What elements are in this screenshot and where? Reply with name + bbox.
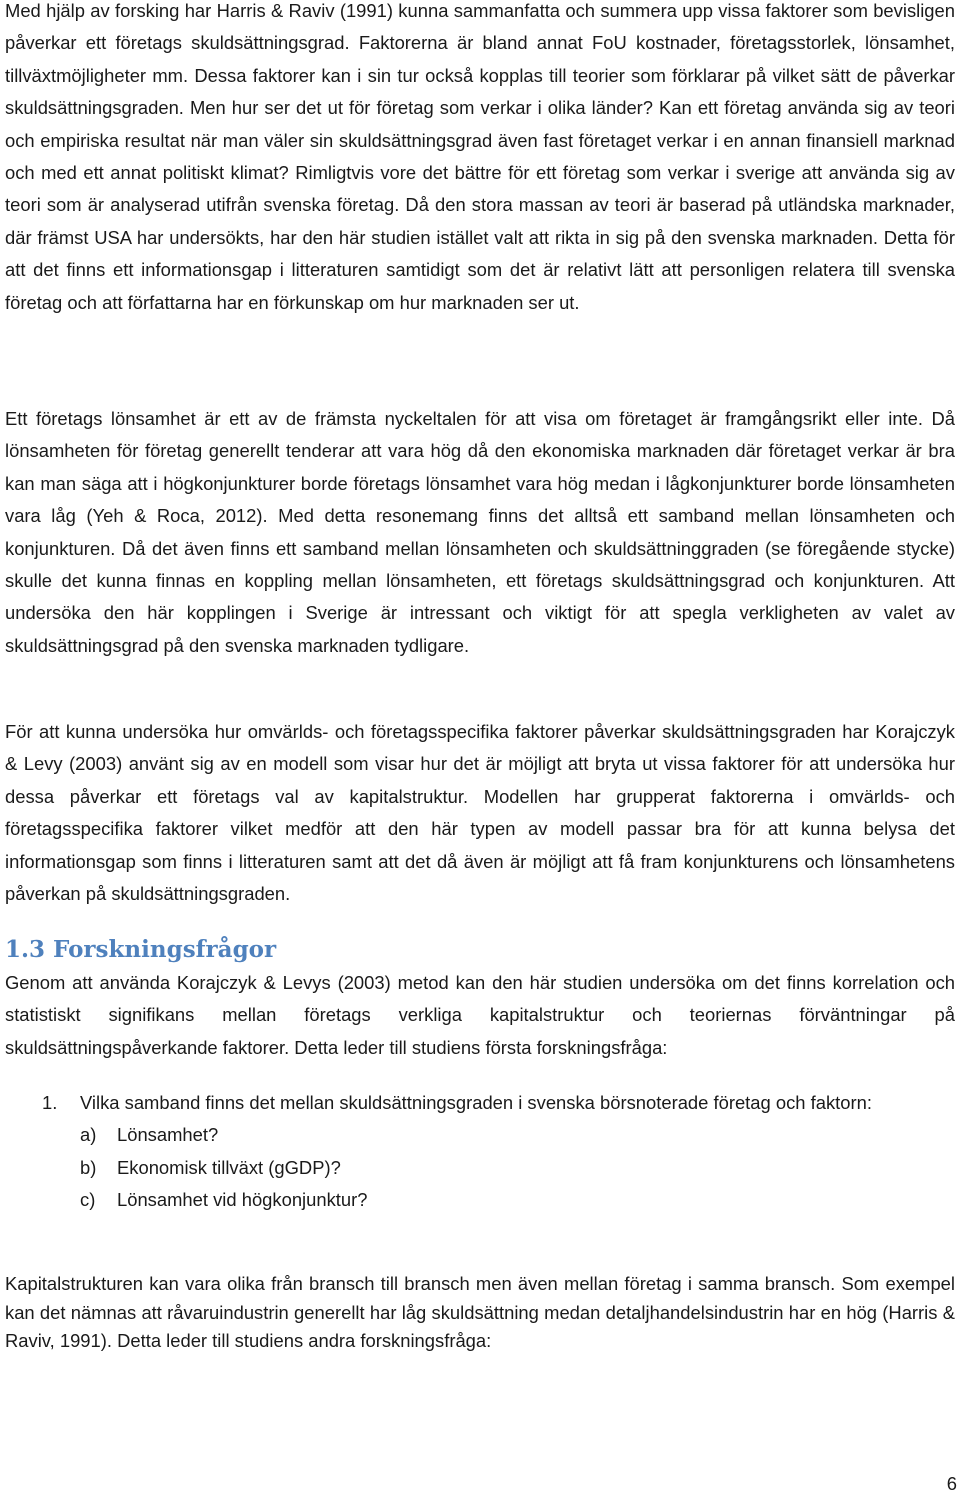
subitem-text: Ekonomisk tillväxt (gGDP)? [117,1156,341,1178]
question-number: 1. [42,1092,58,1113]
question-subitems [80,1119,955,1216]
subitem-letter: a) [80,1124,97,1146]
paragraph-method: Genom att använda Korajczyk & Levys (2003) metod kan den här studien undersöka om det finns korrelation och statistiskt signifikans mellan företags verkliga kapitalstruktur och teoriernas förväntningar på skuldsättningspåverkande faktorer. Detta leder till studiens första forskningsfråga: [5,972,955,1058]
question-body [80,1087,955,1217]
subitem-c [80,1184,955,1216]
subitem-letter: b) [80,1156,97,1178]
paragraph-profitability: Ett företags lönsamhet är ett av de främsta nyckeltalen för att visa om företaget är framgångsrikt eller inte. Då lönsamheten för företag generellt tenderar att vara hög då den ekonomiska marknaden där företaget verkar är bra kan man säga att i högkonjunkturer borde företags lönsamhet vara hög medan i lågkonjunkturer borde lönsamheten vara låg (Yeh & Roca, 2012). Med detta resonemang finns det alltså ett samband mellan lönsamheten och konjunkturen. Då det även finns ett samband mellan lönsamheten och skuldsättninggraden (se föregående stycke) skulle det kunna finnas en koppling mellan lönsamheten, ett företags skuldsättningsgrad och konjunkturen. Att undersöka den här kopplingen i Sverige är intressant och viktigt för att spegla verkligheten av valet av skuldsättningsgrad på den svenska marknaden tydligare. [5,408,955,656]
page-number: 6 [946,1473,957,1494]
question-text: Vilka samband finns det mellan skuldsättningsgraden i svenska börsnoterade företag och faktorn: [80,1092,872,1113]
paragraph-research-factors: Med hjälp av forsking har Harris & Raviv (1991) kunna sammanfatta och summera upp vissa faktorer som bevisligen påverkar ett företags skuldsättningsgrad. Faktorerna är bland annat FoU kostnader, företagsstorlek, lönsamhet, tillväxtmöjligheter mm. Dessa faktorer kan i sin tur också kopplas till teorier som förklarar på vilket sätt de påverkar skuldsättningsgraden. Men hur ser det ut för företag som verkar i olika länder? Kan ett företag använda sig av teori och empiriska resultat när man väler sin skuldsättningsgrad även fast företaget verkar i en annan finansiell marknad och med ett annat politiskt klimat? Rimligtvis vore det bättre för ett företag som verkar i sverige att använda sig av teori som är analyserad utifrån svenska företag. Då den stora massan av teori är baserad på utländska marknader, där främst USA har undersökts, har den här studien istället valt att rikta in sig på den svenska marknaden. Detta för att det finns ett informationsgap i litteraturen samtidigt som det är relativt lätt att personligen relatera till svenska företag och att författarna har en förkunskap om hur marknaden ser ut. [5,0,955,313]
subitem-a [80,1119,955,1151]
research-question-1 [5,1087,955,1217]
research-question-list [5,1087,955,1217]
section-heading: 1.3 Forskningsfrågor [5,936,277,963]
paragraph-industry: Kapitalstrukturen kan vara olika från bransch till bransch men även mellan företag i samma bransch. Som exempel kan det nämnas att råvaruindustrin generellt har låg skuldsättning medan detaljhandelsindustrin har en hög (Harris & Raviv, 1991). Detta leder till studiens andra forskningsfråga: [5,1273,955,1352]
subitem-b [80,1152,955,1184]
subitem-letter: c) [80,1189,96,1211]
paragraph-model: För att kunna undersöka hur omvärlds- och företagsspecifika faktorer påverkar skuldsättningsgraden har Korajczyk & Levy (2003) använt sig av en modell som visar hur det är möjligt att bryta ut vissa faktorer för att undersöka hur dessa påverkar ett företags val av kapitalstruktur. Modellen har grupperat faktorerna i omvärlds- och företagsspecifika faktorer vilket medför att den här typen av modell passar bra för att kunna belysa det informationsgap som finns i litteraturen samt att det då även är möjligt att få fram konjunkturens och lönsamhetens påverkan på skuldsättningsgraden. [5,721,955,905]
subitem-text: Lönsamhet vid högkonjunktur? [117,1189,368,1211]
subitem-text: Lönsamhet? [117,1124,219,1146]
